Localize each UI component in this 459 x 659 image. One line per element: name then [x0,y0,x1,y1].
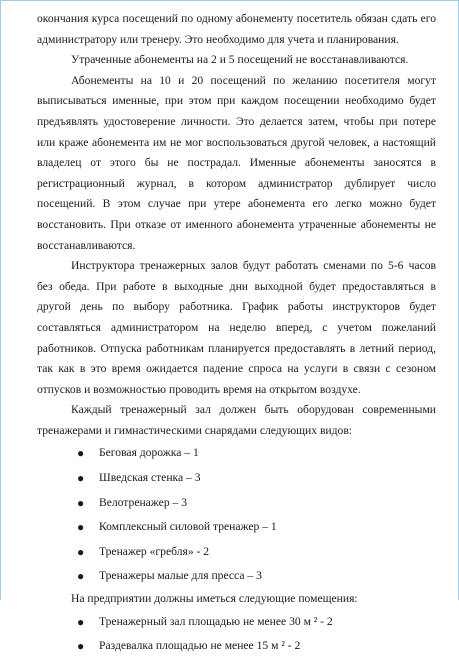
bullet-icon: ● [77,569,85,584]
list-item: ● Тренажер «гребля» - 2 [77,540,436,565]
bullet-icon: ● [77,639,85,654]
list-item: ● Раздевалка площадью не менее 15 м ² - 2 [77,634,436,659]
list-item: ● Тренажеры малые для пресса – 3 [77,564,436,589]
bullet-icon: ● [77,446,85,461]
bullet-icon: ● [77,471,85,486]
list-item: ● Беговая дорожка – 1 [77,441,436,466]
list-item: ● Комплексный силовой тренажер – 1 [77,515,436,540]
list-item: ● Шведская стенка – 3 [77,466,436,491]
equipment-list [37,441,436,589]
bullet-icon: ● [77,544,85,559]
paragraph-rooms-intro: На предприятии должны иметься следующие помещения: [71,592,358,606]
rooms-list [37,610,436,659]
list-item: ● Велотренажер – 3 [77,491,436,516]
list-item: ● Тренажерный зал площадью не менее 30 м ² - 2 [77,610,436,635]
bullet-icon: ● [77,495,85,510]
paragraph-lost-subscriptions: Утраченные абонементы на 2 и 5 посещений не восстанавливаются. [71,53,409,67]
paragraph-named-subscriptions: Абонементы на 10 и 20 посещений по желанию посетителя могут выписываться именные, при этом при каждом посещении необходимо будет предъявлять удостоверение личности. Это делается затем, чтобы при потере или краже абонемента им не мог воспользоваться другой человек, а настоящий владелец от этого бы не пострадал. Именные абонементы заносятся в регистрационный журнал, в котором администратор дублирует число посещений. В этом случае при утере абонемента его легко можно будет восстановить. При отказе от именного абонемента утраченные абонементы не восстанавливаются. [37,73,436,252]
bullet-icon: ● [77,614,85,629]
bullet-icon: ● [77,520,85,535]
paragraph-subscription-return: окончания курса посещений по одному абонементу посетитель обязан сдать его администратору или тренеру. Это необходимо для учета и планирования. [37,12,436,46]
paragraph-instructor-shifts: Инструктора тренажерных залов будут работать сменами по 5-6 часов без обеда. При работе в выходные дни выходной будет предоставляться в другой день по выбору работника. График работы инструкторов будет составляться администратором на неделю вперед, с учетом пожеланий работников. Отпуска работникам планируется предоставлять в летний период, так как в это время ожидается падение спроса на услуги в связи с сезоном отпусков и возможностью проводить время на открытом воздухе. [37,259,436,396]
paragraph-equipment-intro: Каждый тренажерный зал должен быть оборудован современными тренажерами и гимнастическими снарядами следующих видов: [37,403,436,437]
